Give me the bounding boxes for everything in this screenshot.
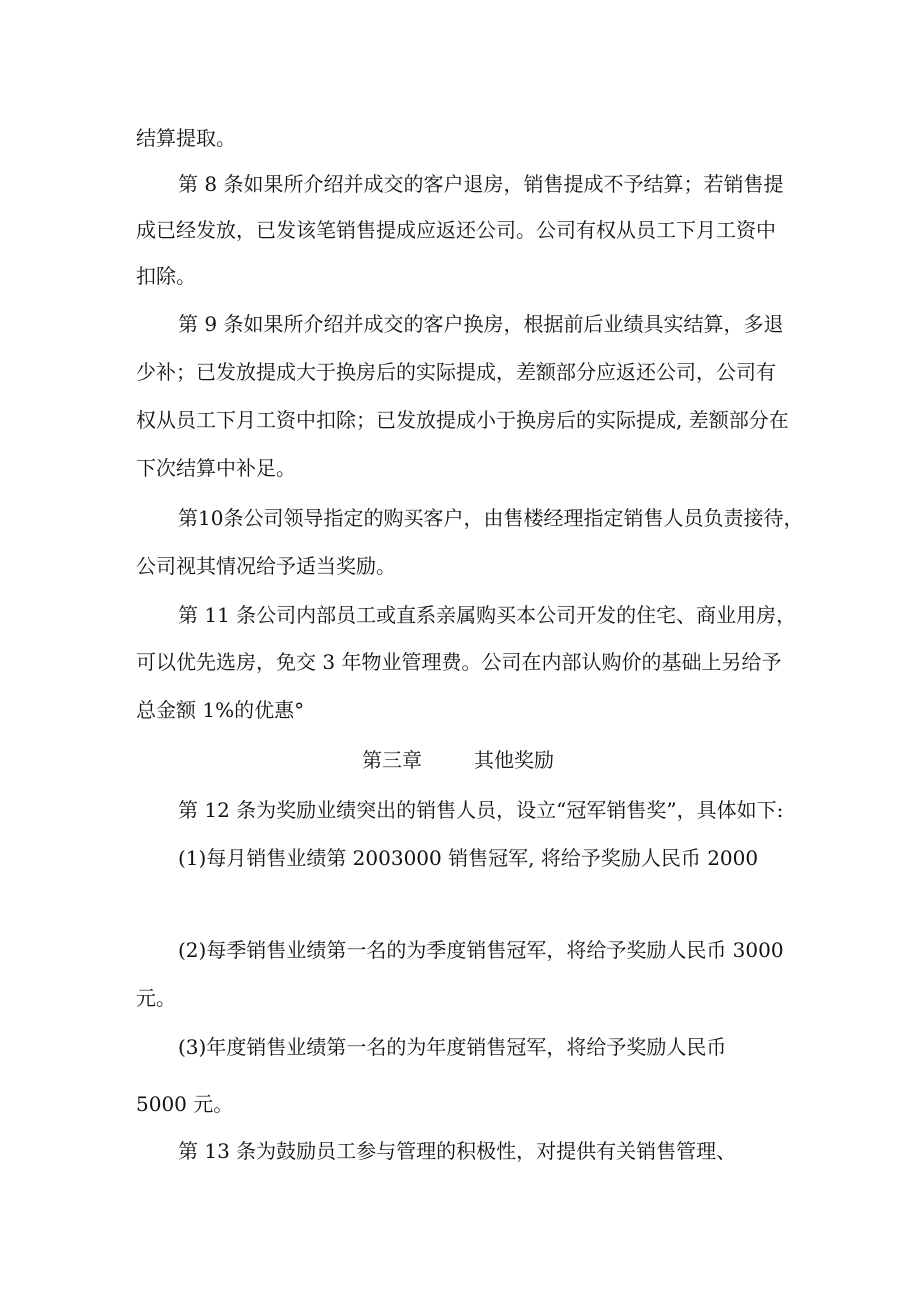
text-line: 权从员工下月工资中扣除；已发放提成小于换房后的实际提成, 差额部分在 — [136, 408, 789, 432]
text-line: 第 12 条为奖励业绩突出的销售人员，设立“冠军销售奖”，具体如下: — [178, 798, 784, 822]
text-line: 第 11 条公司内部员工或直系亲属购买本公司开发的住宅、商业用房， — [178, 603, 797, 627]
text-line: 可以优先选房，免交 3 年物业管理费。公司在内部认购价的基础上另给予 — [136, 650, 782, 674]
text-line: 下次结算中补足。 — [136, 456, 296, 480]
chapter-title: 其他奖励 — [474, 748, 554, 772]
text-line: 结算提取。 — [136, 126, 236, 150]
text-line: (1)每月销售业绩第 2003000 销售冠军, 将给予奖励人民币 2000 — [178, 846, 759, 870]
text-line: 第 9 条如果所介绍并成交的客户换房，根据前后业绩具实结算，多退 — [178, 312, 784, 336]
chapter-heading — [362, 746, 554, 774]
text-line: 成已经发放，已发该笔销售提成应返还公司。公司有权从员工下月工资中 — [136, 218, 776, 242]
text-line: 总金额 1%的优惠° — [136, 698, 305, 722]
text-line: (3)年度销售业绩第一名的为年度销售冠军，将给予奖励人民币 — [178, 1035, 727, 1059]
text-line: 第 8 条如果所介绍并成交的客户退房，销售提成不予结算；若销售提 — [178, 172, 784, 196]
text-line: 公司视其情况给予适当奖励。 — [136, 554, 396, 578]
text-line: 第 13 条为鼓励员工参与管理的积极性，对提供有关销售管理、 — [178, 1139, 737, 1163]
text-line: 5000 元。 — [136, 1092, 234, 1116]
chapter-number: 第三章 — [362, 748, 422, 772]
text-line: 第10条公司领导指定的购买客户，由售楼经理指定销售人员负责接待， — [178, 506, 804, 530]
text-line: 少补；已发放提成大于换房后的实际提成，差额部分应返还公司，公司有 — [136, 360, 776, 384]
text-line: 元。 — [136, 986, 176, 1010]
text-line: (2)每季销售业绩第一名的为季度销售冠军，将给予奖励人民币 3000 — [178, 938, 784, 962]
text-line: 扣除。 — [136, 264, 196, 288]
